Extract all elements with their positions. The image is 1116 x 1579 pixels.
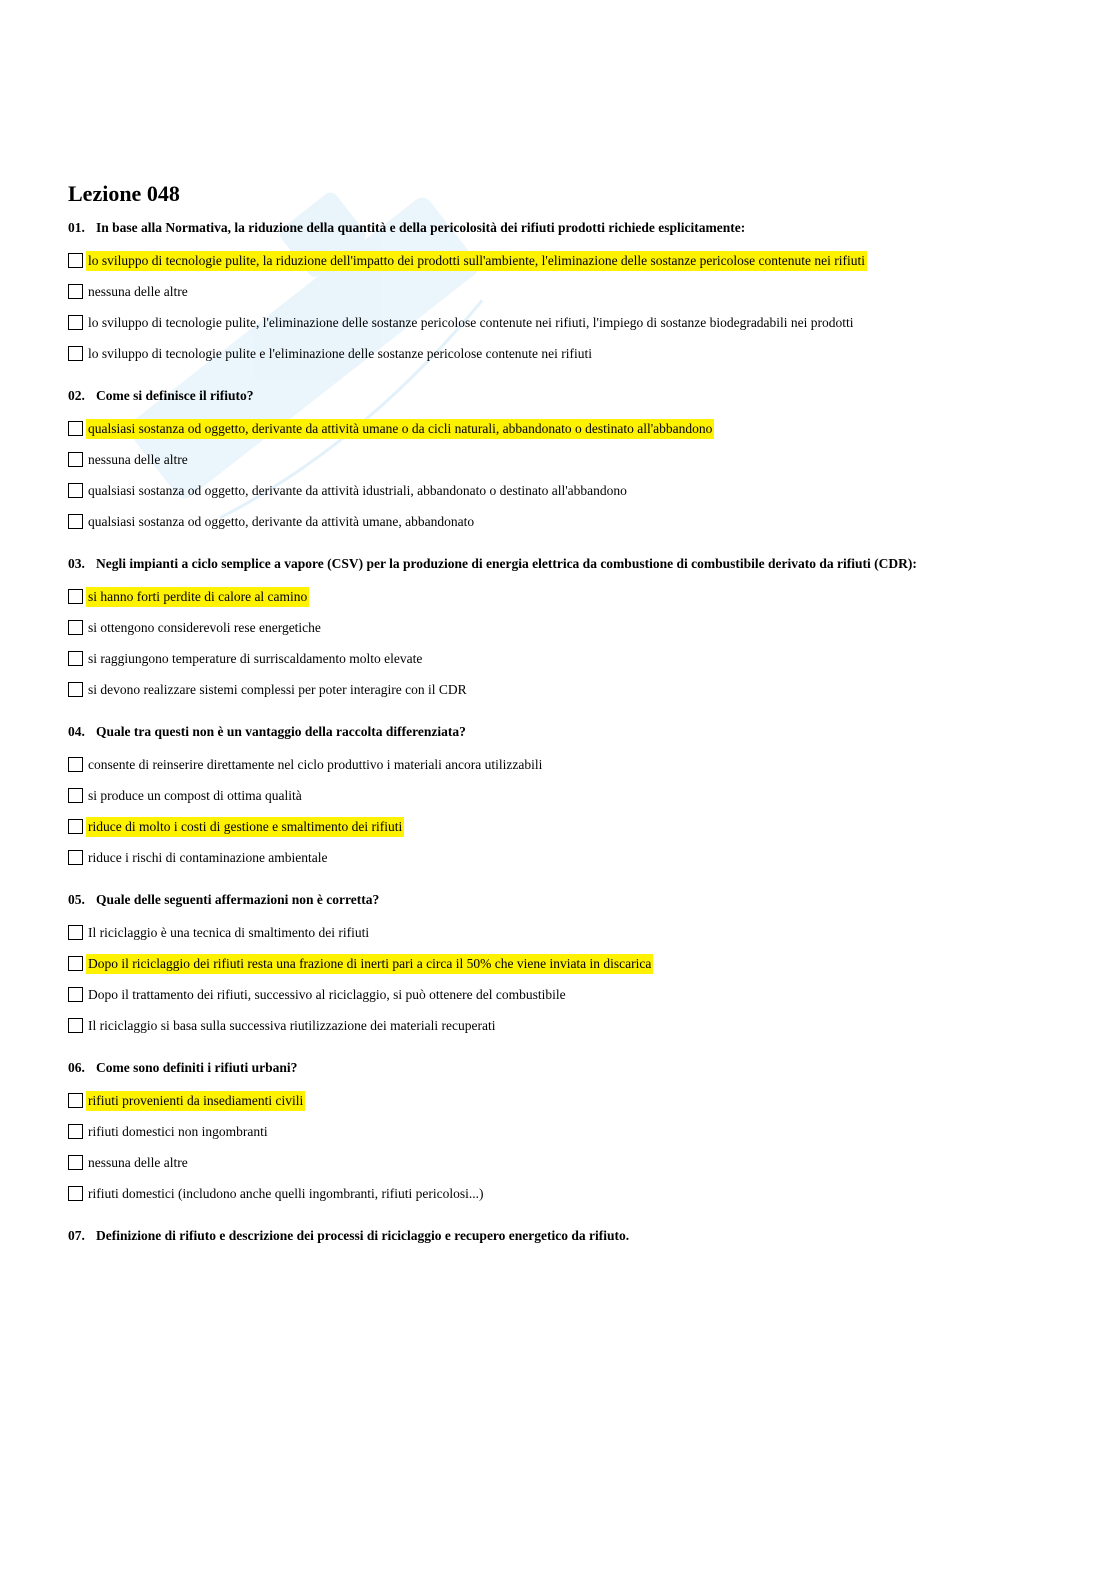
answer-option[interactable] (68, 1178, 1068, 1209)
answer-option[interactable] (68, 338, 1068, 369)
answer-text: consente di reinserire direttamente nel ciclo produttivo i materiali ancora utilizzabili (88, 756, 543, 772)
answer-option[interactable] (68, 506, 1068, 537)
answer-checkbox[interactable] (68, 1186, 83, 1201)
answer-checkbox[interactable] (68, 483, 83, 498)
answer-checkbox[interactable] (68, 514, 83, 529)
answer-option[interactable] (68, 917, 1068, 948)
question-block (68, 219, 1068, 369)
answer-option[interactable] (68, 842, 1068, 873)
answer-text: Il riciclaggio si basa sulla successiva riutilizzazione dei materiali recuperati (88, 1017, 496, 1033)
answer-checkbox[interactable] (68, 315, 83, 330)
question-heading (68, 219, 1068, 237)
question-number: 04. (68, 724, 85, 739)
question-block (68, 387, 1068, 537)
answer-text: si ottengono considerevoli rese energetiche (88, 619, 321, 635)
question-heading (68, 891, 1068, 909)
answer-checkbox[interactable] (68, 850, 83, 865)
answer-checkbox[interactable] (68, 284, 83, 299)
answer-option[interactable] (68, 245, 1068, 276)
answer-text: Dopo il trattamento dei rifiuti, successivo al riciclaggio, si può ottenere del combustibile (88, 986, 566, 1002)
answer-option[interactable] (68, 643, 1068, 674)
question-number: 07. (68, 1228, 85, 1243)
answer-checkbox[interactable] (68, 620, 83, 635)
answer-checkbox[interactable] (68, 346, 83, 361)
answer-text: lo sviluppo di tecnologie pulite, l'eliminazione delle sostanze pericolose contenute nei rifiuti, l'impiego di sostanze biodegradabili nei prodotti (88, 314, 854, 330)
question-heading (68, 723, 1068, 741)
answer-checkbox[interactable] (68, 1124, 83, 1139)
answer-checkbox[interactable] (68, 1093, 83, 1108)
answer-checkbox[interactable] (68, 819, 83, 834)
answer-text: si raggiungono temperature di surriscaldamento molto elevate (88, 650, 423, 666)
answer-text: riduce i rischi di contaminazione ambientale (88, 849, 328, 865)
answer-checkbox[interactable] (68, 589, 83, 604)
answer-checkbox[interactable] (68, 1155, 83, 1170)
question-text: Definizione di rifiuto e descrizione dei processi di riciclaggio e recupero energetico da rifiuto. (96, 1228, 630, 1243)
question-heading (68, 555, 1068, 573)
question-block (68, 555, 1068, 705)
answer-option[interactable] (68, 948, 1068, 979)
answer-text: rifiuti domestici non ingombranti (88, 1123, 268, 1139)
answer-checkbox[interactable] (68, 253, 83, 268)
answer-text-highlighted: Dopo il riciclaggio dei rifiuti resta una frazione di inerti pari a circa il 50% che viene inviata in discarica (86, 954, 653, 974)
answer-option[interactable] (68, 1085, 1068, 1116)
answer-option[interactable] (68, 979, 1068, 1010)
answer-text-highlighted: rifiuti provenienti da insediamenti civili (86, 1091, 305, 1111)
answer-text: si devono realizzare sistemi complessi per poter interagire con il CDR (88, 681, 467, 697)
answer-option[interactable] (68, 612, 1068, 643)
final-question (68, 1227, 1068, 1245)
answer-text: nessuna delle altre (88, 283, 188, 299)
answer-option[interactable] (68, 276, 1068, 307)
question-text: Negli impianti a ciclo semplice a vapore (CSV) per la produzione di energia elettrica da combustione di combustibile derivato da rifiuti (CDR): (96, 556, 917, 571)
question-number: 06. (68, 1060, 85, 1075)
answer-checkbox[interactable] (68, 651, 83, 666)
answer-checkbox[interactable] (68, 452, 83, 467)
answer-text-highlighted: lo sviluppo di tecnologie pulite, la riduzione dell'impatto dei prodotti sull'ambiente, l'eliminazione delle sostanze pericolose contenute nei rifiuti (86, 251, 867, 271)
document-page (68, 178, 1068, 1253)
answer-checkbox[interactable] (68, 757, 83, 772)
answer-checkbox[interactable] (68, 788, 83, 803)
answer-text-highlighted: riduce di molto i costi di gestione e smaltimento dei rifiuti (86, 817, 404, 837)
question-block (68, 1059, 1068, 1209)
answer-option[interactable] (68, 581, 1068, 612)
answer-text: nessuna delle altre (88, 451, 188, 467)
answer-text: si produce un compost di ottima qualità (88, 787, 302, 803)
answer-option[interactable] (68, 1010, 1068, 1041)
question-text: Come sono definiti i rifiuti urbani? (96, 1060, 298, 1075)
answer-option[interactable] (68, 444, 1068, 475)
answer-option[interactable] (68, 1147, 1068, 1178)
question-heading (68, 1059, 1068, 1077)
question-text: Quale tra questi non è un vantaggio della raccolta differenziata? (96, 724, 466, 739)
answer-text: rifiuti domestici (includono anche quelli ingombranti, rifiuti pericolosi...) (88, 1185, 484, 1201)
answer-option[interactable] (68, 674, 1068, 705)
question-heading (68, 387, 1068, 405)
answer-checkbox[interactable] (68, 421, 83, 436)
answer-option[interactable] (68, 307, 1068, 338)
answer-option[interactable] (68, 475, 1068, 506)
answer-text-highlighted: si hanno forti perdite di calore al camino (86, 587, 309, 607)
answer-checkbox[interactable] (68, 682, 83, 697)
answer-option[interactable] (68, 811, 1068, 842)
question-text: In base alla Normativa, la riduzione della quantità e della pericolosità dei rifiuti prodotti richiede esplicitamente: (96, 220, 746, 235)
answer-text-highlighted: qualsiasi sostanza od oggetto, derivante da attività umane o da cicli naturali, abbandonato o destinato all'abbandono (86, 419, 714, 439)
question-number: 01. (68, 220, 85, 235)
answer-text: lo sviluppo di tecnologie pulite e l'eliminazione delle sostanze pericolose contenute nei rifiuti (88, 345, 593, 361)
question-list (68, 219, 1068, 1209)
question-block (68, 723, 1068, 873)
answer-checkbox[interactable] (68, 956, 83, 971)
answer-checkbox[interactable] (68, 925, 83, 940)
question-number: 02. (68, 388, 85, 403)
answer-checkbox[interactable] (68, 987, 83, 1002)
question-block (68, 891, 1068, 1041)
answer-option[interactable] (68, 749, 1068, 780)
question-text: Come si definisce il rifiuto? (96, 388, 254, 403)
question-text: Quale delle seguenti affermazioni non è corretta? (96, 892, 380, 907)
question-number: 03. (68, 556, 85, 571)
answer-option[interactable] (68, 1116, 1068, 1147)
answer-checkbox[interactable] (68, 1018, 83, 1033)
answer-text: qualsiasi sostanza od oggetto, derivante da attività umane, abbandonato (88, 513, 475, 529)
answer-option[interactable] (68, 780, 1068, 811)
answer-text: qualsiasi sostanza od oggetto, derivante da attività idustriali, abbandonato o destinato all'abbandono (88, 482, 627, 498)
answer-option[interactable] (68, 413, 1068, 444)
answer-text: nessuna delle altre (88, 1154, 188, 1170)
question-number: 05. (68, 892, 85, 907)
answer-text: Il riciclaggio è una tecnica di smaltimento dei rifiuti (88, 924, 370, 940)
lesson-title: Lezione 048 (68, 181, 180, 206)
